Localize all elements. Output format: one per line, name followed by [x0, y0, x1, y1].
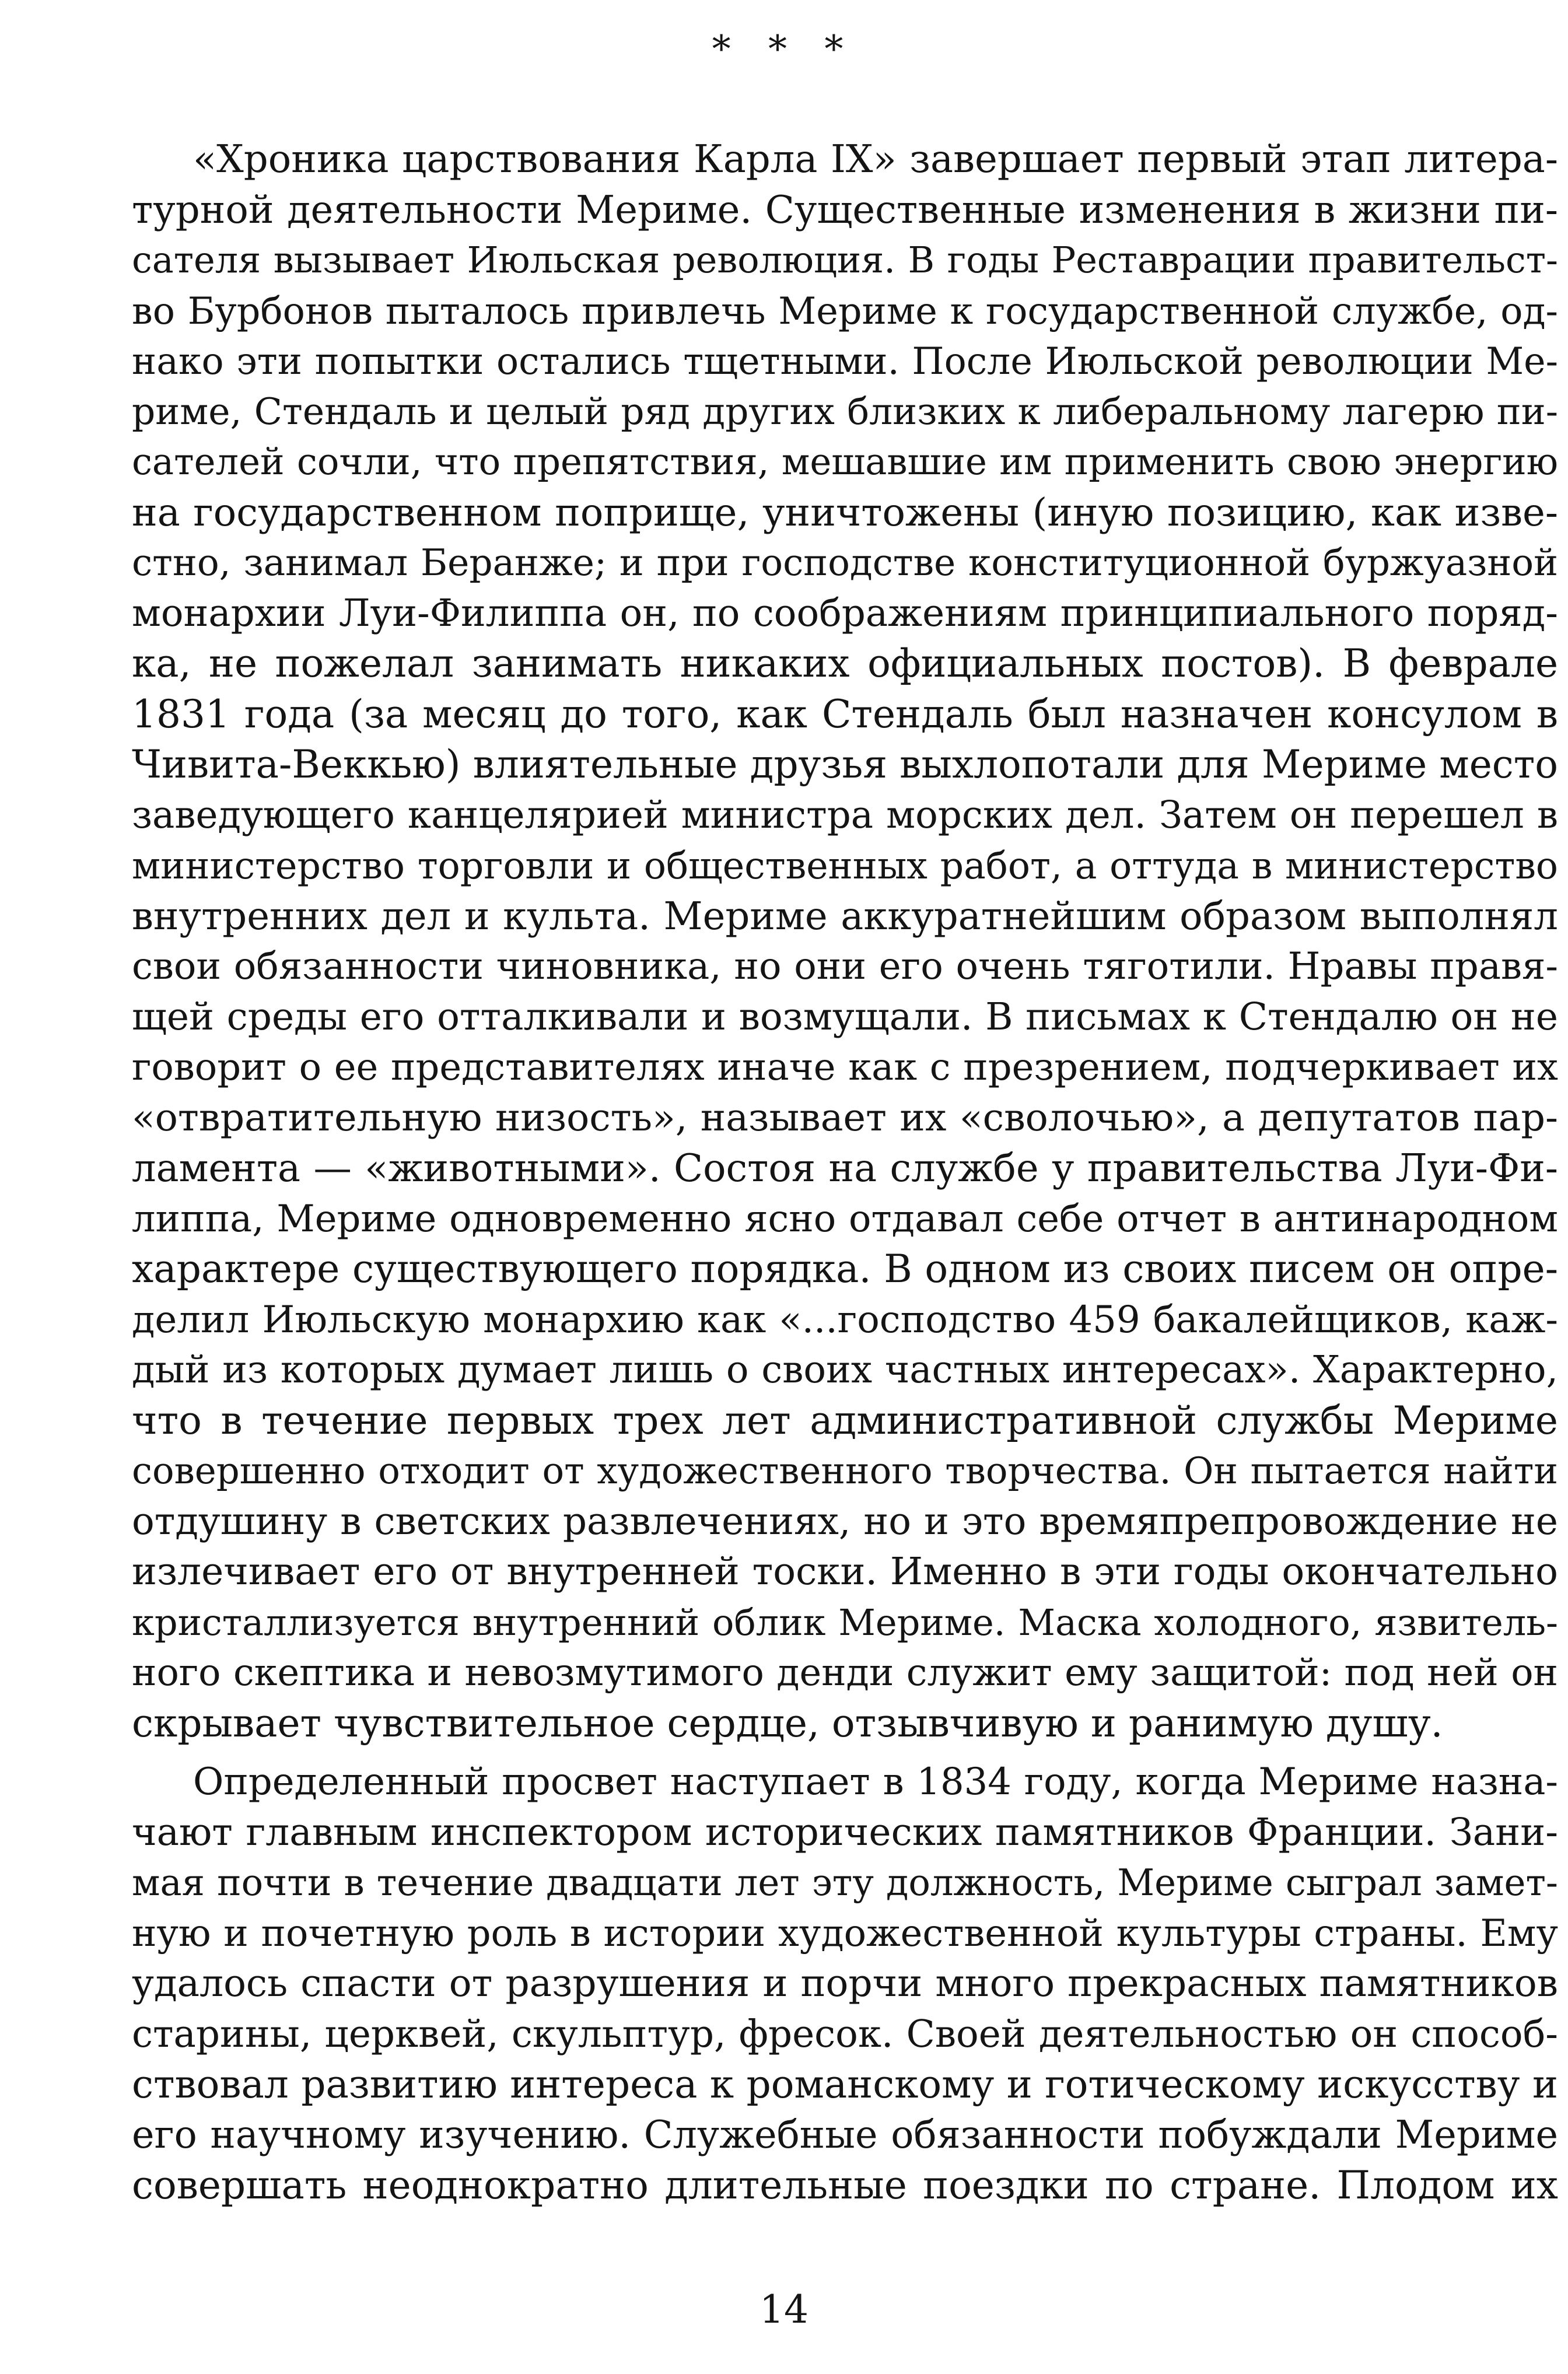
text-line: чают главным инспектором исторических памятников Франции. Зани- — [132, 1810, 1558, 1854]
text-line: отдушину в светских развлечениях, но и это времяпрепровождение не — [132, 1499, 1558, 1543]
text-line: делил Июльскую монархию как «...господство 459 бакалейщиков, каж- — [132, 1298, 1558, 1342]
text-line: внутренних дел и культа. Мериме аккуратнейшим образом выполнял — [132, 894, 1558, 939]
paragraph-2 — [132, 1757, 1558, 2211]
text-line: сателя вызывает Июльская революция. В годы Реставрации правительст- — [132, 239, 1558, 281]
text-line: щей среды его отталкивали и возмущали. В письмах к Стендалю он не — [132, 995, 1558, 1039]
text-line: ного скептика и невозмутимого денди служит ему защитой: под ней он — [132, 1651, 1558, 1694]
text-line: излечивает его от внутренней тоски. Именно в эти годы окончательно — [132, 1550, 1558, 1594]
text-line: совершенно отходит от художественного творчества. Он пытается найти — [132, 1449, 1558, 1492]
text-line: риме, Стендаль и целый ряд других близких к либеральному лагерю пи- — [132, 390, 1558, 433]
text-line: 1831 года (за месяц до того, как Стендаль был назначен консулом в — [132, 691, 1558, 737]
text-line: заведующего канцелярией министра морских дел. Затем он перешел в — [132, 793, 1558, 837]
text-line: стно, занимал Беранже; и при господстве конституционной буржуазной — [132, 541, 1558, 584]
text-line: говорит о ее представителях иначе как с презрением, подчеркивает их — [132, 1046, 1558, 1089]
text-line: дый из которых думает лишь о своих частных интересах». Характерно, — [132, 1348, 1558, 1392]
text-line: Чивита-Веккью) влиятельные друзья выхлопотали для Мериме место — [132, 742, 1558, 787]
text-line: ствовал развитию интереса к романскому и готическому искусству и — [132, 2062, 1558, 2107]
text-line: монархии Луи-Филиппа он, по соображениям принципиального поряд- — [132, 591, 1558, 635]
text-line: старины, церквей, скульптур, фресок. Своей деятельностью он способ- — [132, 2012, 1558, 2056]
paragraph-spacer — [132, 1749, 1558, 1757]
text-line: «отвратительную низость», называет их «сволочью», а депутатов пар- — [132, 1095, 1558, 1140]
text-line: «Хроника царствования Карла IX» завершает первый этап литера- — [193, 137, 1558, 181]
text-line: удалось спасти от разрушения и порчи много прекрасных памятников — [132, 1962, 1558, 2005]
section-ornament: * * * — [712, 28, 856, 71]
body-text — [132, 134, 1558, 2211]
text-line: ламента — «животными». Состоя на службе у правительства Луи-Фи- — [132, 1146, 1558, 1190]
text-line: кристаллизуется внутренний облик Мериме. Маска холодного, язвитель- — [132, 1601, 1558, 1644]
text-line: скрывает чувствительное сердце, отзывчивую и ранимую душу. — [132, 1700, 1443, 1746]
text-line: свои обязанности чиновника, но они его очень тяготили. Нравы правя- — [132, 945, 1558, 988]
text-line: ную и почетную роль в истории художественной культуры страны. Ему — [132, 1911, 1558, 1955]
text-line: министерство торговли и общественных работ, а оттуда в министерство — [132, 844, 1558, 887]
text-line: сателей сочли, что препятствия, мешавшие им применить свою энергию — [132, 440, 1558, 483]
text-line: что в течение первых трех лет административной службы Мериме — [132, 1398, 1558, 1443]
text-line: нако эти попытки остались тщетными. После Июльской революции Ме- — [132, 339, 1558, 383]
text-line: мая почти в течение двадцати лет эту должность, Мериме сыграл замет- — [132, 1861, 1558, 1904]
text-line: совершать неоднократно длительные поездки по стране. Плодом их — [132, 2163, 1558, 2208]
text-line: характере существующего порядка. В одном из своих писем он опре- — [132, 1246, 1558, 1291]
text-line: на государственном поприще, уничтожены (иную позицию, как изве- — [132, 490, 1558, 535]
text-line: во Бурбонов пыталось привлечь Мериме к государственной службе, од- — [132, 289, 1558, 332]
text-line: Определенный просвет наступает в 1834 году, когда Мериме назна- — [193, 1760, 1558, 1804]
text-line: его научному изучению. Служебные обязанности побуждали Мериме — [132, 2113, 1558, 2157]
text-line: турной деятельности Мериме. Существенные изменения в жизни пи- — [132, 187, 1558, 232]
page-number: 14 — [760, 2287, 808, 2332]
paragraph-1 — [132, 134, 1558, 1749]
text-line: липпа, Мериме одновременно ясно отдавал себе отчет в антинародном — [132, 1197, 1558, 1241]
text-line: ка, не пожелал занимать никаких официальных постов). В феврале — [132, 641, 1558, 686]
